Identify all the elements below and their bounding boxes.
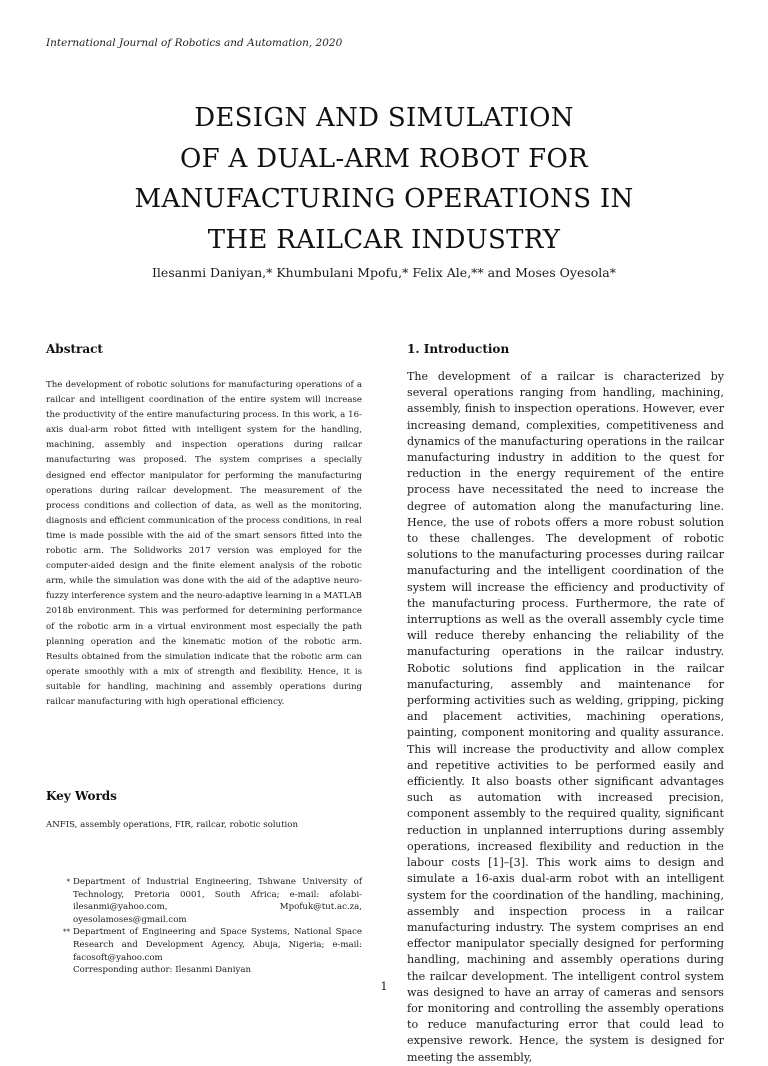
introduction-heading: 1. Introduction [407,342,510,356]
author-list: Ilesanmi Daniyan,* Khumbulani Mpofu,* Felix Ale,** and Moses Oyesola* [151,265,616,280]
footnote-mark: ** [63,928,70,937]
title-line: OF A DUAL-ARM ROBOT FOR [180,143,588,174]
journal-header: International Journal of Robotics and Automation, 2020 [46,37,343,49]
keywords-heading: Key Words [46,789,117,803]
title-line: THE RAILCAR INDUSTRY [207,224,561,255]
keywords-text: ANFIS, assembly operations, FIR, railcar, robotic solution [46,820,298,830]
title-line: MANUFACTURING OPERATIONS IN [134,184,634,214]
footnote-text: Department of Industrial Engineering, Tshwane University of Technology, Pretoria 0001, South Africa; e-mail: afolabi-ilesanmi@yahoo.com, Mpofuk@tut.ac.za, oyesolamoses@gmail.com [73,877,362,925]
affiliation-footnotes [58,876,362,977]
abstract-text: The development of robotic solutions for manufacturing operations of a railcar and intelligent coordination of the entire system will increase the productivity of the entire manufacturing process. In this work, a 16-axis dual-arm robot fitted with intelligent system for the handling, machining, assembly and inspection operations during railcar manufacturing was proposed. The system comprises a specially designed end effector manipulator for performing the manufacturing operations during railcar development. The measurement of the process conditions and collection of data, as well as the monitoring, diagnosis and efficient communication of the process conditions, in real time is made possible with the aid of the smart sensors fitted into the robotic arm. The Solidworks 2017 version was employed for the computer-aided design and the finite element analysis of the robotic arm, while the simulation was done with the aid of the adaptive neuro-fuzzy interference system and the neuro-adaptive learning in a MATLAB 2018b environment. This was performed for determining performance of the robotic arm in a virtual environment most especially the path planning operation and the kinematic motion of the robotic arm. Results obtained from the simulation indicate that the robotic arm can operate smoothly with a mix of strength and flexibility. Hence, it is suitable for handling, machining and assembly operations during railcar manufacturing with high operational efficiency. [46,380,362,707]
abstract-heading: Abstract [46,342,103,356]
footnote-text: Department of Engineering and Space Systems, National Space Research and Development Agency, Abuja, Nigeria; e-mail: facosoft@yahoo.com [73,927,362,963]
introduction-text: The development of a railcar is characterized by several operations ranging from handling, machining, assembly, finish to inspection operations. However, ever increasing demand, complexities, competitiveness and dynamics of the manufacturing operations in the railcar manufacturing industry in addition to the quest for reduction in the energy requirement of the entire process have necessitated the need to increase the degree of automation along the manufacturing line. Hence, the use of robots offers a more robust solution to these challenges. The development of robotic solutions to the manufacturing processes during railcar manufacturing and the intelligent coordination of the system will increase the efficiency and productivity of the manufacturing process. Furthermore, the rate of interruptions as well as the overall assembly cycle time will reduce thereby enhancing the reliability of the manufacturing operations in the railcar industry. Robotic solutions find application in the railcar manufacturing, assembly and maintenance for performing activities such as welding, gripping, picking and placement activities, machining operations, painting, component monitoring and quality assurance. This will increase the productivity and allow complex and repetitive activities to be performed easily and efficiently. It also boasts other significant advantages such as automation with increased precision, component assembly to the required quality, significant reduction in unplanned interruptions during assembly operations, increased flexibility and reduction in the labour costs [1]–[3]. This work aims to design and simulate a 16-axis dual-arm robot with an intelligent system for the coordination of the handling, machining, assembly and inspection process in a railcar manufacturing industry. The system comprises an end effector manipulator specially designed for performing handling, machining and assembly operations during the railcar development. The intelligent control system was designed to have an array of cameras and sensors for monitoring and controlling the assembly operations to reduce manufacturing error that could lead to expensive rework. Hence, the system is designed for meeting the assembly, [407,370,724,1064]
page-number: 1 [380,980,388,993]
title-line: DESIGN AND SIMULATION [194,103,574,133]
footnote [58,926,362,964]
footnote-mark: * [66,878,70,886]
paper-title [40,98,728,260]
corresponding-author: Corresponding author: Ilesanmi Daniyan [73,965,251,976]
footnote [58,876,362,926]
